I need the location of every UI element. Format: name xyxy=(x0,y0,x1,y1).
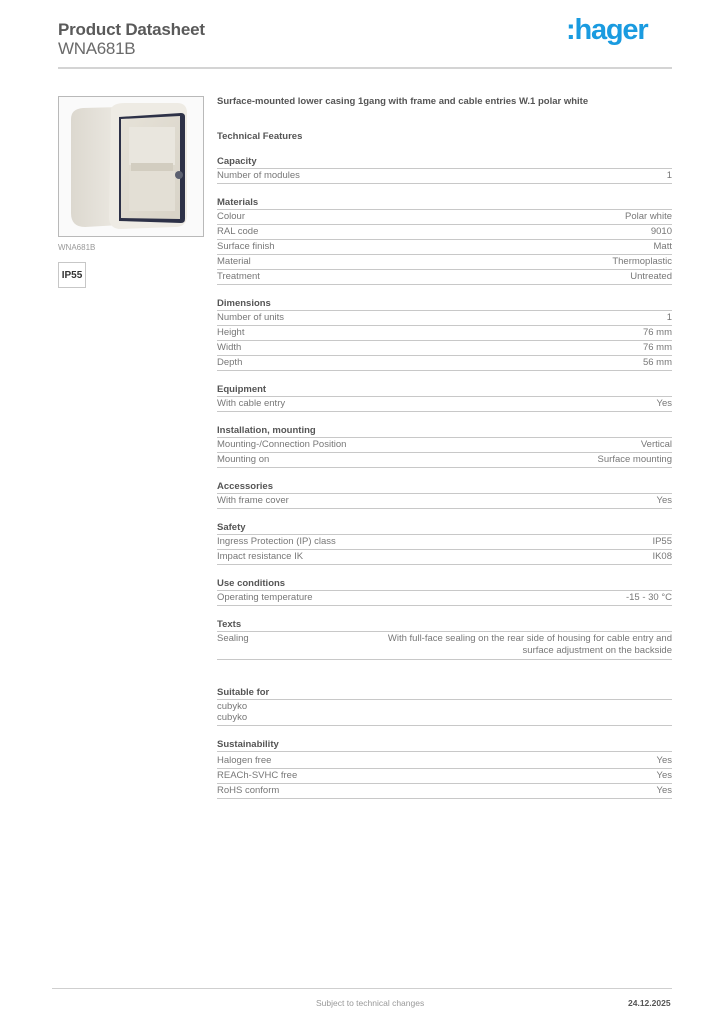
section-safety xyxy=(217,521,672,565)
row-value: IP55 xyxy=(652,536,672,547)
row-label: Operating temperature xyxy=(217,592,313,603)
section-title: Suitable for xyxy=(217,686,672,700)
row-value: Yes xyxy=(656,770,672,781)
row-value: Yes xyxy=(656,755,672,766)
row-value: Surface mounting xyxy=(597,454,672,465)
row-label: Height xyxy=(217,327,245,338)
row-value: Matt xyxy=(653,241,672,252)
table-row xyxy=(217,356,672,371)
footer-date: 24.12.2025 xyxy=(628,998,671,1008)
section-title: Capacity xyxy=(217,155,672,169)
ip-rating-badge: IP55 xyxy=(58,262,86,288)
row-label: RAL code xyxy=(217,226,259,237)
section-dimensions xyxy=(217,297,672,371)
row-label: Depth xyxy=(217,357,243,368)
table-row xyxy=(217,341,672,356)
row-label: Surface finish xyxy=(217,241,275,252)
table-row xyxy=(217,240,672,255)
table-row xyxy=(217,225,672,240)
header-divider xyxy=(58,67,672,69)
row-label: Sealing xyxy=(217,633,249,644)
section-texts xyxy=(217,618,672,660)
hager-logo: :hager xyxy=(566,14,648,46)
section-title: Equipment xyxy=(217,383,672,397)
row-value: 76 mm xyxy=(642,342,672,353)
row-label: Ingress Protection (IP) class xyxy=(217,536,336,547)
row-value: Yes xyxy=(656,495,672,506)
suitable-list xyxy=(217,700,672,726)
technical-features-title: Technical Features xyxy=(217,131,303,142)
table-row xyxy=(217,494,672,509)
surface-box-icon xyxy=(59,97,203,236)
row-value: Polar white xyxy=(625,211,672,222)
row-value: 76 mm xyxy=(642,327,672,338)
product-image xyxy=(58,96,204,237)
row-label: Width xyxy=(217,342,242,353)
row-value: Vertical xyxy=(640,439,672,450)
section-title: Use conditions xyxy=(217,577,672,591)
row-label: REACh-SVHC free xyxy=(217,770,298,781)
list-item: cubyko xyxy=(217,701,248,712)
table-row xyxy=(217,769,672,784)
row-label: With frame cover xyxy=(217,495,289,506)
row-label: RoHS conform xyxy=(217,785,280,796)
table-row xyxy=(217,591,672,606)
table-row xyxy=(217,270,672,285)
row-value: Untreated xyxy=(630,271,672,282)
table-row xyxy=(217,453,672,468)
section-accessories xyxy=(217,480,672,509)
image-caption: WNA681B xyxy=(58,243,96,252)
section-materials xyxy=(217,196,672,285)
section-title: Materials xyxy=(217,196,672,210)
table-row xyxy=(217,535,672,550)
row-label: With cable entry xyxy=(217,398,286,409)
section-capacity xyxy=(217,155,672,184)
table-row xyxy=(217,169,672,184)
row-label: Colour xyxy=(217,211,245,222)
row-value: 1 xyxy=(666,312,672,323)
section-installation xyxy=(217,424,672,468)
table-row xyxy=(217,255,672,270)
row-label: Number of units xyxy=(217,312,285,323)
row-value: Yes xyxy=(656,398,672,409)
section-title: Texts xyxy=(217,618,672,632)
page-title: Product Datasheet xyxy=(58,20,205,39)
row-value: -15 - 30 °C xyxy=(625,592,672,603)
section-sustainability xyxy=(217,738,672,799)
table-row xyxy=(217,754,672,769)
table-row xyxy=(217,397,672,412)
row-value: With full-face sealing on the rear side of housing for cable entry and surface adjustment on the backside xyxy=(387,633,672,656)
table-row xyxy=(217,311,672,326)
section-title: Sustainability xyxy=(217,738,672,752)
row-value: 9010 xyxy=(650,226,672,237)
footer-divider xyxy=(52,988,672,989)
row-label: Material xyxy=(217,256,251,267)
row-label: Mounting on xyxy=(217,454,270,465)
table-row xyxy=(217,632,672,660)
row-label: Mounting-/Connection Position xyxy=(217,439,347,450)
row-label: Number of modules xyxy=(217,170,300,181)
section-title: Dimensions xyxy=(217,297,672,311)
table-row xyxy=(217,438,672,453)
row-value: 1 xyxy=(666,170,672,181)
section-equipment xyxy=(217,383,672,412)
row-label: Halogen free xyxy=(217,755,272,766)
product-description: Surface-mounted lower casing 1gang with frame and cable entries W.1 polar white xyxy=(217,96,589,107)
section-title: Accessories xyxy=(217,480,672,494)
list-item: cubyko xyxy=(217,712,248,723)
section-use-conditions xyxy=(217,577,672,606)
row-value: 56 mm xyxy=(642,357,672,368)
section-title: Safety xyxy=(217,521,672,535)
table-row xyxy=(217,210,672,225)
row-label: Treatment xyxy=(217,271,260,282)
table-row xyxy=(217,784,672,799)
row-value: Yes xyxy=(656,785,672,796)
row-label: Impact resistance IK xyxy=(217,551,304,562)
product-code: WNA681B xyxy=(58,39,136,58)
datasheet-content xyxy=(217,95,672,799)
table-row xyxy=(217,550,672,565)
footer-note: Subject to technical changes xyxy=(316,998,425,1008)
section-suitable-for xyxy=(217,686,672,726)
row-value: IK08 xyxy=(652,551,672,562)
table-row xyxy=(217,326,672,341)
section-title: Installation, mounting xyxy=(217,424,672,438)
row-value: Thermoplastic xyxy=(612,256,672,267)
